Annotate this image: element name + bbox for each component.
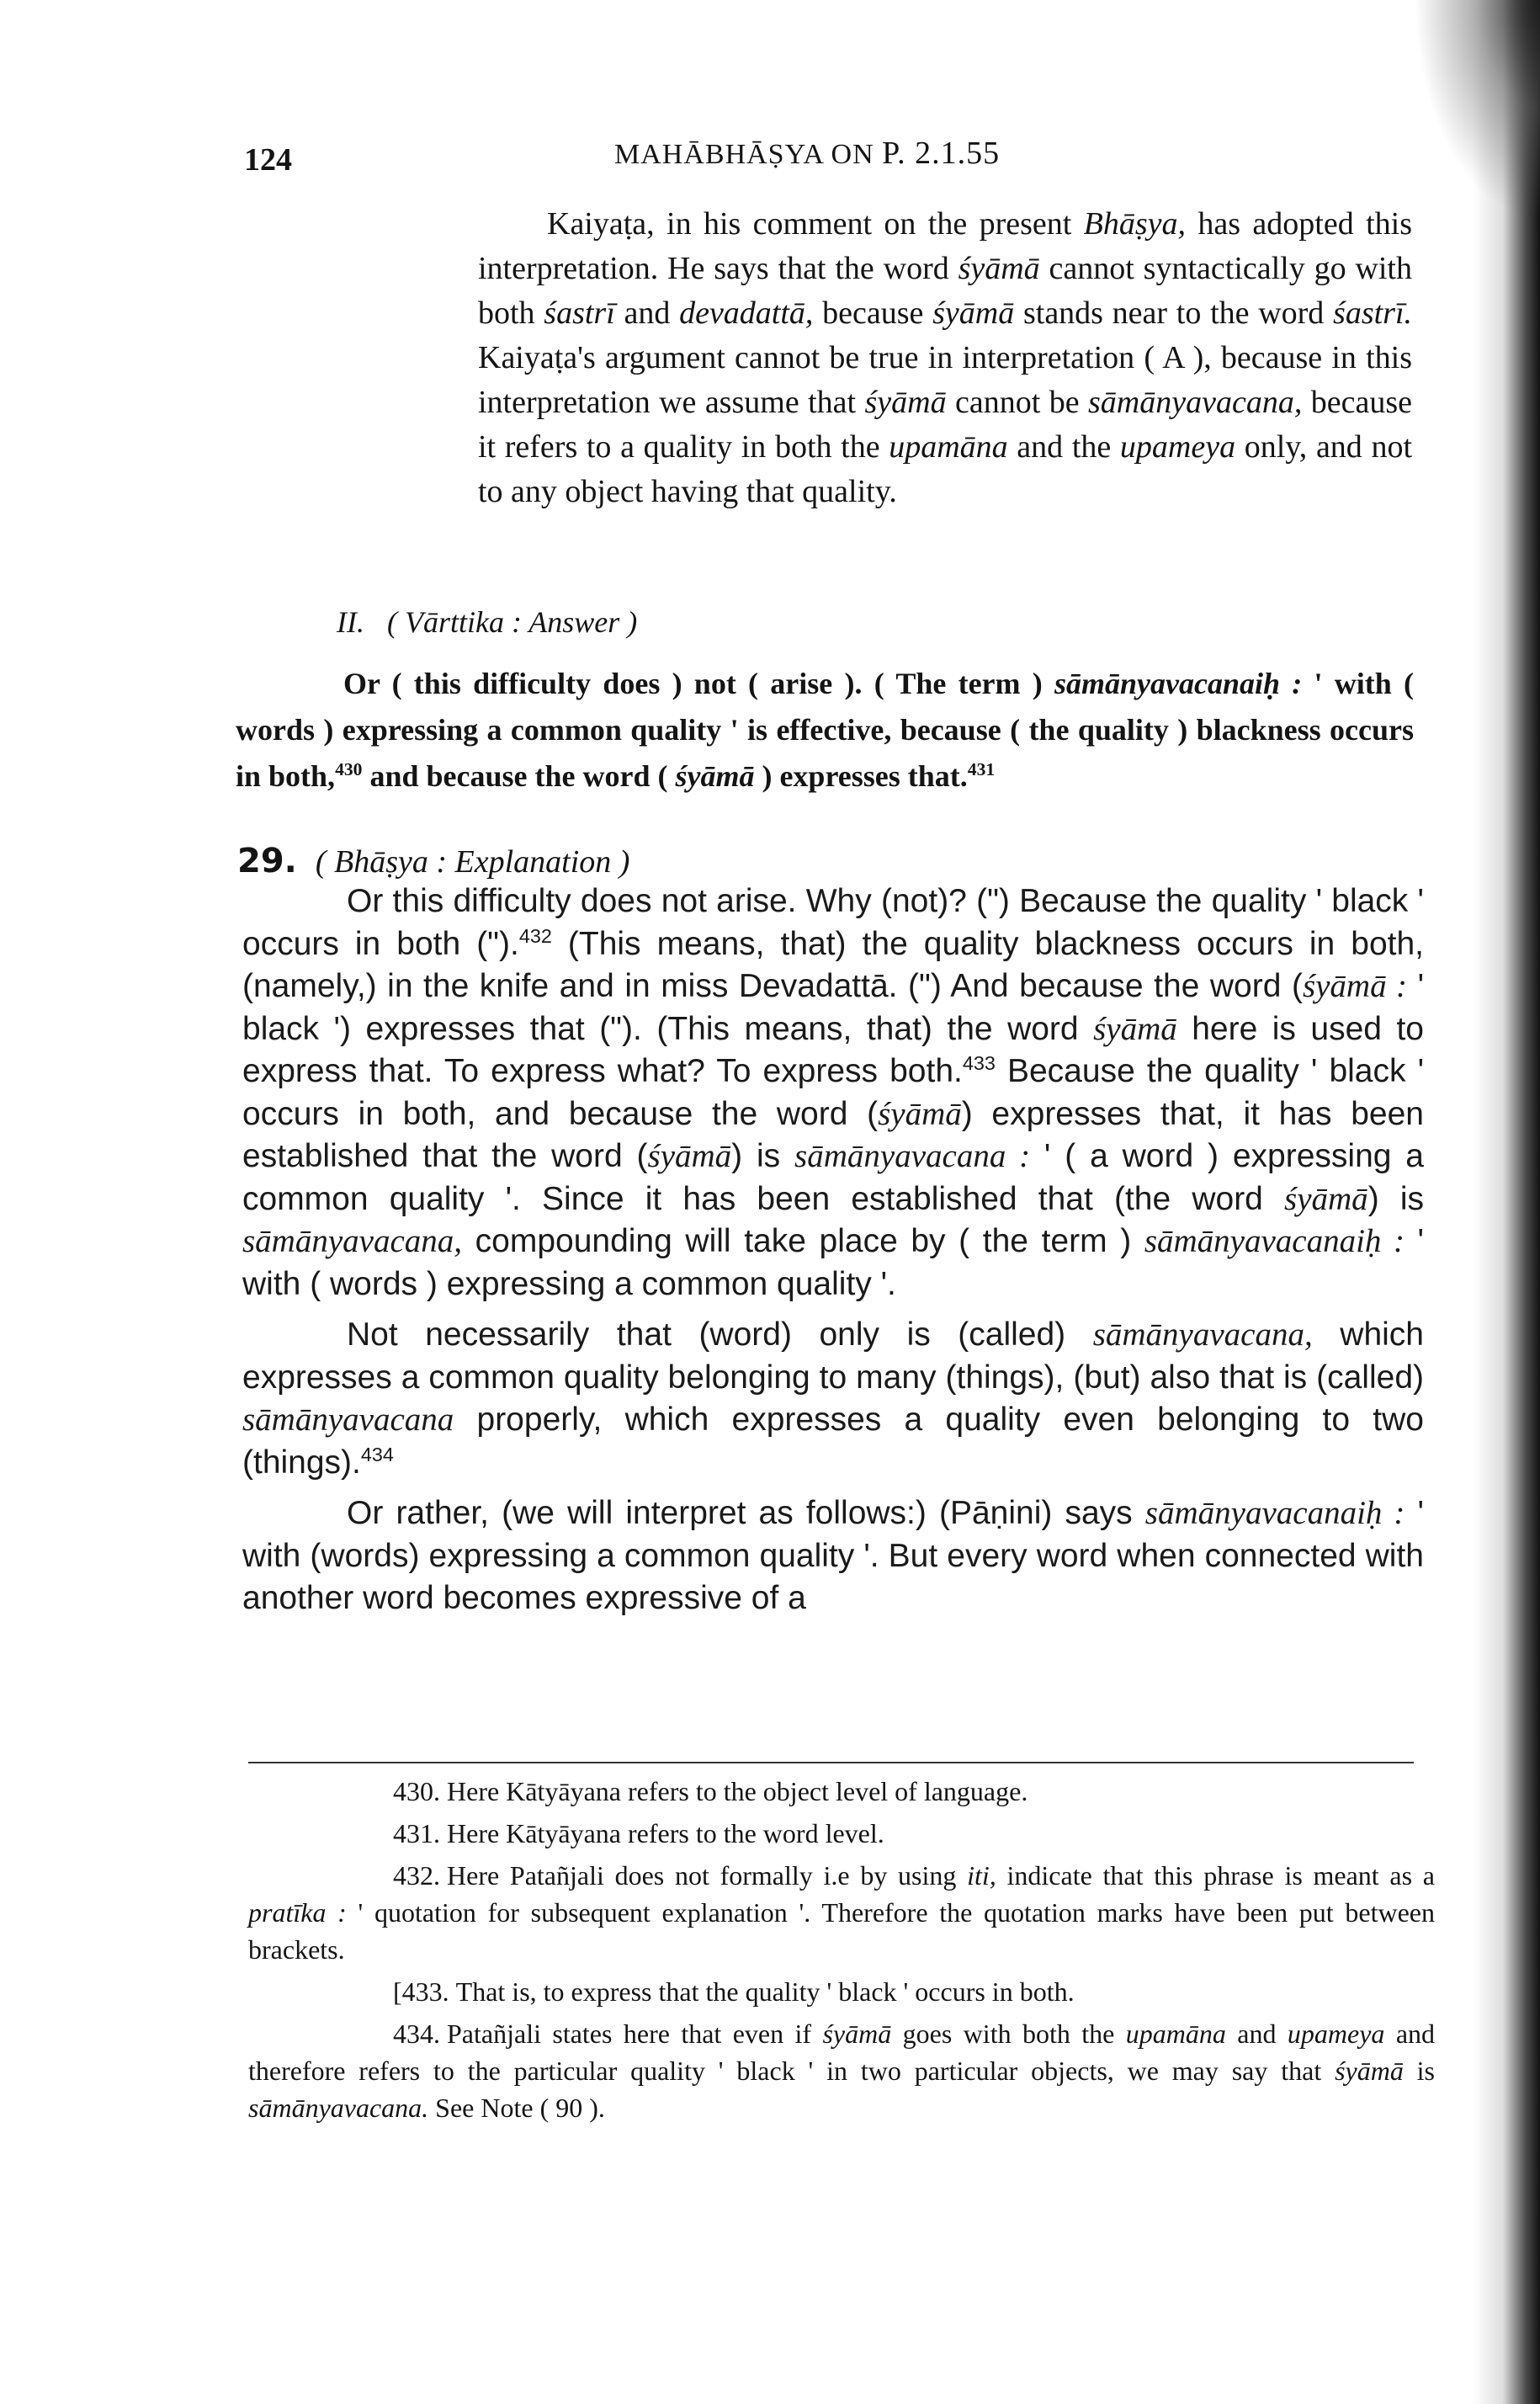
footnote-text: and xyxy=(1225,2018,1288,2049)
text-run: Kaiyaṭa's argument cannot be true in interpretation ( A ), because in this interpretation we assume that xyxy=(478,340,1412,420)
text-run: ' with (words) expressing a common quality '. But every word when connected with another word becomes expressive of a xyxy=(242,1495,1424,1616)
italic-term: śyāmā xyxy=(878,1095,962,1132)
text-run: because xyxy=(813,295,933,331)
italic-term: devadattā, xyxy=(679,295,814,331)
text-run: Or this difficulty does not arise. Why (not)? (") Because the quality ' black ' occurs in both ("). xyxy=(242,883,1424,962)
footnote-text: and therefore refers to the particular quality ' black ' in two particular objects, we may say that xyxy=(248,2018,1436,2086)
italic-term: sāmānyavacana xyxy=(242,1401,454,1438)
text-run: only, and not to any object having that quality. xyxy=(478,429,1413,509)
footnote-text: Here Kātyāyana refers to the object level of language. xyxy=(447,1776,1028,1806)
text-run: stands near to the word xyxy=(1014,295,1334,331)
text-run: ' black ') expresses that ("). (This means, that) the word xyxy=(242,968,1425,1047)
footnote-text: indicate that this phrase is meant as a xyxy=(996,1860,1436,1891)
footnote-text: See Note ( 90 ). xyxy=(428,2093,605,2123)
italic-term: śyāmā xyxy=(1284,1180,1368,1217)
italic-term: śyāmā xyxy=(647,1138,732,1174)
section-heading-bhasya xyxy=(237,842,629,880)
footnote-number: 430. xyxy=(393,1776,440,1806)
text-run: here is used to express that. To express what? To express both. xyxy=(242,1010,1424,1089)
text-run: Not necessarily that (word) only is (called) xyxy=(347,1316,1093,1353)
text-run: Or ( this difficulty does ) not ( arise ). ( The term ) xyxy=(343,667,1054,700)
footnote-text: is xyxy=(1403,2056,1436,2086)
text-run: ) expresses that, it has been established that the word ( xyxy=(242,1095,1424,1174)
section-label: ( Bhāṣya : Explanation ) xyxy=(315,844,630,880)
text-run: and xyxy=(614,295,680,331)
page-corner-shadow xyxy=(1414,0,1540,219)
section-label: ( Vārttika : Answer ) xyxy=(386,605,638,639)
footnote-number: [433. xyxy=(393,1976,449,2007)
text-run: because it refers to a quality in both the xyxy=(478,385,1412,465)
footnote-ref: 432 xyxy=(518,924,552,947)
footnote-text: That is, to express that the quality ' black ' occurs in both. xyxy=(455,1976,1075,2007)
italic-term: sāmānyavacana. xyxy=(248,2093,429,2123)
italic-term: Bhāṣya, xyxy=(1083,206,1187,242)
italic-term: śyāmā : xyxy=(1302,968,1408,1004)
footnote-text: goes with both the xyxy=(891,2018,1126,2049)
text-run: Because the quality ' black ' occurs in both, and because the word ( xyxy=(242,1053,1425,1132)
footnote-430 xyxy=(248,1773,1435,1810)
footnote-number: 431. xyxy=(393,1818,440,1848)
intro-paragraph xyxy=(478,202,1412,514)
italic-term: śyāmā xyxy=(675,759,755,793)
text-run: properly, which expresses a quality even belonging to two (things). xyxy=(242,1401,1424,1481)
page-number: 124 xyxy=(244,142,292,178)
italic-term: sāmānyavacana, xyxy=(1092,1316,1313,1353)
footnote-text: Here Kātyāyana refers to the word level. xyxy=(447,1818,884,1848)
italic-term: upameya xyxy=(1119,429,1236,465)
text-run: ' ( a word ) expressing a common quality '. Since it has been established that (the word xyxy=(242,1138,1424,1217)
footnote-text: Here Patañjali does not formally i.e by using xyxy=(447,1860,968,1891)
text-run: Or rather, (we will interpret as follows:) (Pāṇini) says xyxy=(347,1495,1145,1531)
bhasya-paragraph-2 xyxy=(242,1314,1424,1484)
italic-term: śastrī xyxy=(544,295,615,331)
italic-term: sāmānyavacanaiḥ : xyxy=(1144,1223,1405,1259)
footnote-433 xyxy=(248,1973,1435,2010)
italic-term: śyāmā xyxy=(958,251,1040,286)
italic-term: śyāmā xyxy=(1093,1010,1177,1047)
italic-term: upameya xyxy=(1287,2018,1385,2049)
italic-term: sāmānyavacana, xyxy=(1087,385,1303,420)
text-run: ) expresses that. xyxy=(754,759,968,793)
running-head-title: MAHĀBHĀṢYA ON xyxy=(614,139,874,170)
text-run: ' with ( words ) expressing a common quality ' is effective, because ( the quality ) blackness occurs in both, xyxy=(236,667,1414,793)
footnote-ref: 433 xyxy=(962,1052,996,1074)
footnote-ref: 431 xyxy=(967,759,996,779)
italic-term: śyāmā xyxy=(822,2018,892,2049)
text-run: and the xyxy=(1007,429,1120,465)
text-run: and because the word ( xyxy=(362,759,676,793)
footnote-432 xyxy=(248,1857,1435,1968)
italic-term: sāmānyavacana : xyxy=(794,1138,1031,1174)
bhasya-paragraph-3 xyxy=(242,1492,1424,1620)
italic-term: sāmānyavacanaiḥ : xyxy=(1054,667,1303,700)
footnote-text: ' quotation for subsequent explanation '. Therefore the quotation marks have been put between brackets. xyxy=(248,1897,1436,1965)
page-header xyxy=(244,135,1439,185)
page-binding-shadow xyxy=(1473,0,1540,2404)
text-run: compounding will take place by ( the term ) xyxy=(462,1223,1144,1259)
text-run: Kaiyaṭa, in his comment on the present xyxy=(547,206,1084,242)
italic-term: sāmānyavacana, xyxy=(242,1223,463,1259)
text-run: ' with ( words ) expressing a common quality '. xyxy=(242,1223,1424,1302)
text-run: cannot syntactically go with both xyxy=(478,251,1412,331)
footnote-text: Patañjali states here that even if xyxy=(447,2018,823,2049)
italic-term: śastrī. xyxy=(1333,295,1413,331)
sutra-reference: P. 2.1.55 xyxy=(882,136,1001,171)
footnotes xyxy=(248,1773,1435,2131)
footnote-431 xyxy=(248,1815,1435,1852)
italic-term: śyāmā xyxy=(932,295,1015,331)
footnote-number: 434. xyxy=(393,2018,440,2049)
text-run: has adopted this interpretation. He says that the word xyxy=(478,206,1412,286)
varttika-text xyxy=(236,661,1414,800)
italic-term: pratīka : xyxy=(248,1897,347,1928)
italic-term: śyāmā xyxy=(1335,2056,1404,2086)
italic-term: iti, xyxy=(967,1860,996,1891)
italic-term: upamāna xyxy=(889,429,1008,465)
section-heading-varttika xyxy=(337,604,637,640)
footnote-ref: 430 xyxy=(335,759,363,779)
text-run: (This means, that) the quality blackness occurs in both, (namely,) in the knife and in miss Devadattā. (") And because the word ( xyxy=(242,925,1424,1004)
footnote-divider xyxy=(248,1762,1414,1763)
italic-term: upamāna xyxy=(1125,2018,1226,2049)
section-numeral: II. xyxy=(337,605,364,639)
italic-term: śyāmā xyxy=(864,385,947,420)
text-run: cannot be xyxy=(946,385,1088,420)
footnote-434 xyxy=(248,2015,1435,2126)
footnote-number: 432. xyxy=(393,1860,440,1891)
section-number: 29. xyxy=(237,842,297,880)
text-run: ) is xyxy=(1367,1180,1424,1217)
text-run: ) is xyxy=(731,1138,795,1174)
bhasya-paragraph-1 xyxy=(242,880,1424,1306)
text-run: which expresses a common quality belonging to many (things), (but) also that is (called) xyxy=(242,1316,1424,1396)
italic-term: sāmānyavacanaiḥ : xyxy=(1144,1495,1405,1531)
running-head xyxy=(614,135,1000,172)
footnote-ref: 434 xyxy=(360,1443,394,1465)
bhasya-body xyxy=(242,880,1424,1629)
